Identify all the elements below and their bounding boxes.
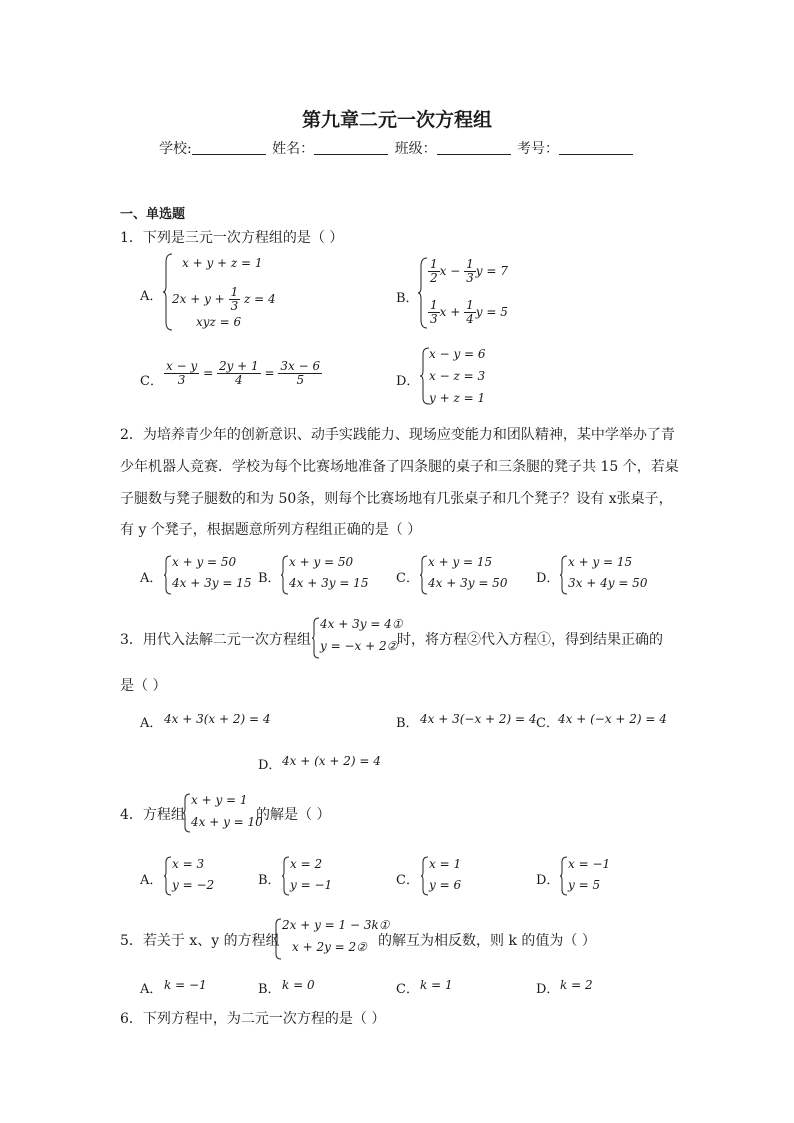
q4-system-line1: x + y = 1 bbox=[191, 793, 248, 807]
q1-b-l1-end: y = 7 bbox=[475, 264, 508, 278]
q4-a-line1: x = 3 bbox=[172, 857, 205, 871]
question-5-stem-start: 5．若关于 x、y 的方程组 bbox=[120, 933, 280, 949]
q4-option-b-label: B． bbox=[258, 873, 281, 888]
question-2-line4: 有 y 个凳子，根据题意所列方程组正确的是（ ） bbox=[120, 522, 422, 538]
q1-b-l2-d1: 3 bbox=[430, 312, 438, 326]
q4-a-line2: y = −2 bbox=[172, 878, 215, 892]
q1-c-expression bbox=[164, 360, 322, 387]
q1-b-l1-frac2 bbox=[464, 258, 476, 285]
q1-a-line3: xyz = 6 bbox=[196, 315, 242, 329]
q3-option-b-expression: 4x + 3(−x + 2) = 4 bbox=[420, 712, 537, 726]
q2-option-c-label: C． bbox=[396, 571, 419, 586]
q1-a-line2 bbox=[172, 286, 276, 313]
class-blank bbox=[437, 140, 511, 155]
q5-option-c-label: C． bbox=[396, 982, 419, 997]
q1-b-line2 bbox=[428, 299, 508, 326]
q1-b-l2-frac2 bbox=[464, 299, 476, 326]
question-2-line2: 少年机器人竞赛．学校为每个比赛场地准备了四条腿的桌子和三条腿的凳子共 15 个，若桌 bbox=[120, 459, 679, 475]
question-6-stem: 6．下列方程中，为二元一次方程的是（ ） bbox=[120, 1011, 386, 1027]
student-info-row bbox=[0, 138, 794, 158]
q3-system-line1: 4x + 3y = 4① bbox=[320, 617, 403, 631]
question-2-line3: 子腿数与凳子腿数的和为 50条，则每个比赛场地有几张桌子和几个凳子？设有 x张桌子， bbox=[120, 491, 673, 507]
q1-a-frac-den: 3 bbox=[230, 299, 239, 313]
q2-a-line2: 4x + 3y = 15 bbox=[172, 576, 252, 590]
q5-option-a-value: k = −1 bbox=[164, 978, 207, 992]
q2-c-line1: x + y = 15 bbox=[428, 555, 493, 569]
q3-option-c-label: C． bbox=[536, 716, 559, 731]
q1-a-fraction bbox=[229, 286, 241, 313]
q5-system-line2: x + 2y = 2② bbox=[292, 940, 367, 954]
q2-d-line2: 3x + 4y = 50 bbox=[568, 576, 648, 590]
q1-c-n1: x − y bbox=[166, 359, 198, 373]
q5-option-b-value: k = 0 bbox=[282, 978, 315, 992]
q1-option-c-label: C． bbox=[140, 374, 163, 389]
q1-option-d-label: D． bbox=[396, 374, 420, 389]
q1-option-b-label: B． bbox=[396, 291, 419, 306]
name-label: 姓名： bbox=[272, 141, 315, 157]
question-5-stem-end: 的解互为相反数，则 k 的值为（ ） bbox=[378, 933, 596, 949]
q2-a-line1: x + y = 50 bbox=[172, 555, 237, 569]
q1-a-line2-end: z = 4 bbox=[244, 292, 276, 306]
question-2-line1: 2．为培养青少年的创新意识、动手实践能力、现场应变能力和团队精神，某中学举办了青 bbox=[120, 427, 675, 443]
q1-b-l1-d2: 3 bbox=[466, 271, 474, 285]
school-blank bbox=[192, 140, 266, 155]
exam-no-blank bbox=[559, 140, 633, 155]
q2-option-d-label: D． bbox=[536, 571, 560, 586]
q1-b-l1-mid: x − bbox=[439, 264, 461, 278]
q2-b-line1: x + y = 50 bbox=[289, 555, 354, 569]
q4-c-line1: x = 1 bbox=[429, 857, 462, 871]
q3-option-d-label: D． bbox=[258, 758, 282, 773]
q1-b-l2-frac1 bbox=[428, 299, 440, 326]
q1-c-eq2: = bbox=[264, 366, 275, 380]
q5-system-line1: 2x + y = 1 − 3k① bbox=[282, 918, 390, 932]
q1-option-a-label: A． bbox=[140, 289, 163, 304]
school-label: 学校: bbox=[158, 141, 192, 157]
q4-b-line2: y = −1 bbox=[290, 878, 333, 892]
q1-c-d2: 4 bbox=[235, 373, 243, 387]
q5-option-b-label: B． bbox=[258, 982, 281, 997]
q4-d-line2: y = 5 bbox=[568, 878, 601, 892]
q4-option-d-label: D． bbox=[536, 873, 560, 888]
q1-a-frac-num: 1 bbox=[230, 285, 239, 299]
q1-a-line2-start: 2x + y + bbox=[172, 292, 225, 306]
q1-c-frac2 bbox=[217, 360, 261, 387]
q1-b-l2-mid: x + bbox=[439, 305, 461, 319]
question-4-stem-end: 的解是（ ） bbox=[256, 807, 331, 823]
q1-d-line2: x − z = 3 bbox=[429, 369, 486, 383]
q4-option-c-label: C． bbox=[396, 873, 419, 888]
q1-d-line3: y + z = 1 bbox=[429, 391, 486, 405]
section-title: 一、单选题 bbox=[120, 207, 186, 222]
q1-b-l1-n1: 1 bbox=[430, 257, 438, 271]
q1-b-line1 bbox=[428, 258, 508, 285]
q4-system-line2: 4x + y = 10 bbox=[191, 815, 263, 829]
q4-d-line1: x = −1 bbox=[568, 857, 611, 871]
q1-b-l2-end: y = 5 bbox=[475, 305, 508, 319]
q5-option-d-value: k = 2 bbox=[560, 978, 593, 992]
q1-a-line1: x + y + z = 1 bbox=[182, 256, 263, 270]
q1-c-n3: 3x − 6 bbox=[280, 359, 321, 373]
q1-b-l1-n2: 1 bbox=[466, 257, 474, 271]
q3-system-line2: y = −x + 2② bbox=[320, 639, 398, 653]
q1-c-eq1: = bbox=[203, 366, 214, 380]
q2-c-line2: 4x + 3y = 50 bbox=[428, 576, 508, 590]
q3-option-c-expression: 4x + (−x + 2) = 4 bbox=[558, 712, 667, 726]
question-4-stem-start: 4．方程组 bbox=[120, 807, 185, 823]
q4-b-line1: x = 2 bbox=[290, 857, 323, 871]
q2-d-line1: x + y = 15 bbox=[568, 555, 633, 569]
q1-b-l1-frac1 bbox=[428, 258, 440, 285]
q1-b-l2-d2: 4 bbox=[466, 312, 474, 326]
q5-option-d-label: D． bbox=[536, 982, 560, 997]
exam-no-label: 考号： bbox=[517, 141, 560, 157]
page-title: 第九章二元一次方程组 bbox=[301, 109, 492, 131]
q3-option-b-label: B． bbox=[396, 716, 419, 731]
q1-c-frac3 bbox=[278, 360, 322, 387]
q1-b-l1-d1: 2 bbox=[430, 271, 438, 285]
q2-option-a-label: A． bbox=[140, 571, 163, 586]
q3-option-a-label: A． bbox=[140, 716, 163, 731]
name-blank bbox=[314, 140, 388, 155]
q4-c-line2: y = 6 bbox=[429, 878, 462, 892]
q2-option-b-label: B． bbox=[258, 571, 281, 586]
q5-option-a-label: A． bbox=[140, 982, 163, 997]
class-label: 班级： bbox=[394, 141, 437, 157]
q2-b-line2: 4x + 3y = 15 bbox=[289, 576, 369, 590]
q4-option-a-label: A． bbox=[140, 873, 163, 888]
q1-b-l2-n1: 1 bbox=[430, 298, 438, 312]
q1-c-frac1 bbox=[164, 360, 199, 387]
q1-b-l2-n2: 1 bbox=[466, 298, 474, 312]
q1-c-n2: 2y + 1 bbox=[218, 359, 259, 373]
q1-c-d1: 3 bbox=[177, 373, 186, 387]
q1-c-d3: 5 bbox=[296, 373, 305, 387]
q5-option-c-value: k = 1 bbox=[420, 978, 453, 992]
question-3-stem-end: 时，将方程②代入方程①，得到结果正确的 bbox=[397, 632, 663, 648]
question-1-stem: 1．下列是三元一次方程组的是（ ） bbox=[120, 230, 344, 246]
question-3-stem-tail: 是（ ） bbox=[120, 678, 167, 694]
q3-option-a-expression: 4x + 3(x + 2) = 4 bbox=[164, 712, 271, 726]
question-3-stem-start: 3．用代入法解二元一次方程组 bbox=[120, 632, 311, 648]
q3-option-d-expression: 4x + (x + 2) = 4 bbox=[282, 754, 381, 768]
q1-d-line1: x − y = 6 bbox=[429, 347, 486, 361]
